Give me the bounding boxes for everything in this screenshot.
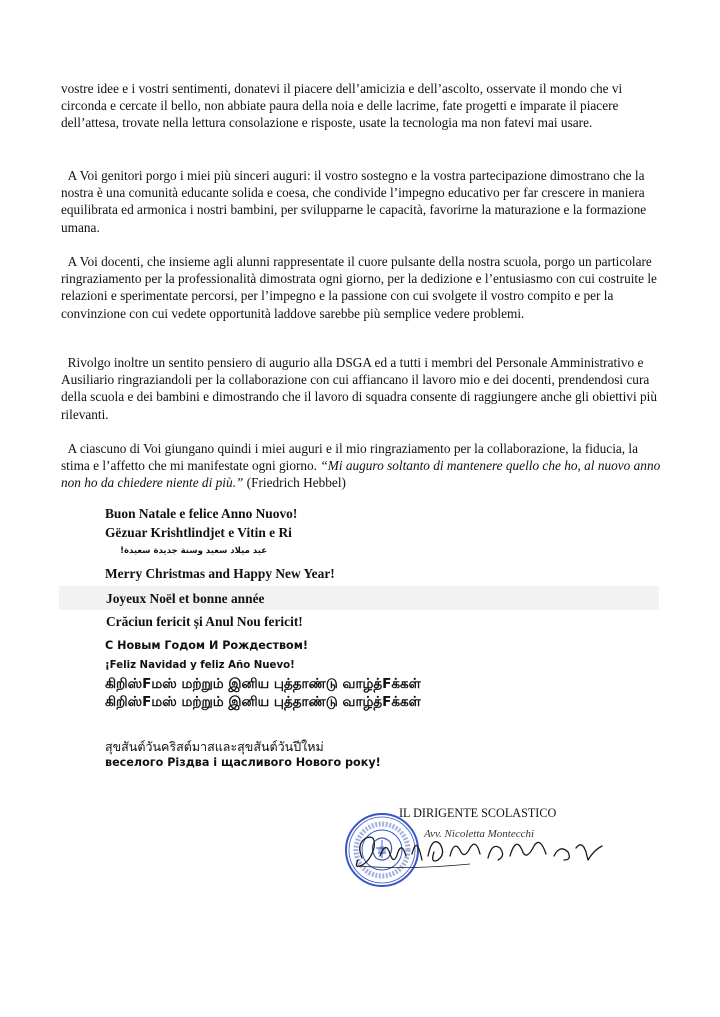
- greeting-spanish: ¡Feliz Navidad y feliz Año Nuevo!: [105, 660, 295, 671]
- greeting-italian: Buon Natale e felice Anno Nuovo!: [105, 506, 298, 521]
- greeting-ukrainian: веселого Різдва і щасливого Нового року!: [105, 756, 381, 769]
- greeting-arabic: عيد ميلاد سعيد وسنة جديدة سعيدة!: [120, 546, 267, 556]
- paragraph-advice: vostre idee e i vostri sentimenti, donatevi il piacere dell’amicizia e dell’ascolto, osservate il mondo che vi circonda e cercate il bello, non abbiate paura della noia e delle lacrime, fate progetti e imparate il piacere dell’attesa, trovate nella lettura consolazione e risposte, usate la tecnologia ma non fatevi mai usare.: [61, 81, 623, 131]
- quote-attribution: (Friedrich Hebbel): [246, 475, 346, 491]
- greeting-english: Merry Christmas and Happy New Year!: [105, 566, 335, 581]
- greeting-thai: สุขสันต์วันคริสต์มาสและสุขสันต์วันปีใหม่: [105, 739, 324, 754]
- closing-text: A ciascuno di Voi giungano quindi i miei auguri e il mio ringraziamento per la collaborazione, la fiducia, la stima e l’affetto che mi manifestate ogni giorno.: [61, 441, 639, 474]
- greeting-romanian: Crăciun fericit și Anul Nou fericit!: [106, 614, 303, 629]
- greeting-tamil-1: கிறிஸ்Fமஸ் மற்றும் இனிய புத்தாண்டு வாழ்த்Fக்கள்: [105, 676, 421, 692]
- greeting-french: Joyeux Noël et bonne année: [106, 591, 265, 606]
- signatory-title: IL DIRIGENTE SCOLASTICO: [399, 806, 557, 820]
- signatory-name: Avv. Nicoletta Montecchi: [424, 828, 535, 840]
- paragraph-teachers: A Voi docenti, che insieme agli alunni rappresentate il cuore pulsante della nostra scuola, porgo un particolare ringraziamento per la professionalità dimostrata ogni giorno, per la dedizione e l’entusiasmo con cui costruite le relazioni e sperimentate percorsi, per l’impegno e la passione con cui svolgete il vostro compito e per la convinzione con cui vedete opportunità laddove sarebbe più semplice vedere problemi.: [61, 254, 657, 321]
- paragraph-staff: Rivolgo inoltre un sentito pensiero di augurio alla DSGA ed a tutti i membri del Personale Amministrativo e Ausiliario ringraziandoli per la collaborazione con cui affiancano il lavoro mio e dei docenti, prendendosi cura della scuola e dei bambini e dimostrando che il lavoro di squadra consente di raggiungere anche gli obiettivi più rilevanti.: [61, 355, 657, 422]
- greeting-tamil-2: கிறிஸ்Fமஸ் மற்றும் இனிய புத்தாண்டு வாழ்த்Fக்கள்: [105, 694, 421, 710]
- greeting-russian: С Новым Годом И Рождеством!: [105, 639, 308, 652]
- hebbel-quote: “Mi auguro soltanto di mantenere quello che ho, al nuovo anno non ho da chiedere niente di più.”: [61, 458, 661, 491]
- paragraph-parents: A Voi genitori porgo i miei più sinceri auguri: il vostro sostegno e la vostra partecipazione dimostrano che la nostra è una comunità educante solida e coesa, che condivide l’impegno educativo per far crescere in maniera equilibrata ed armonica i nostri bambini, per svilupparne le capacità, favorirne la maturazione e la formazione umana.: [61, 168, 647, 235]
- greeting-albanian: Gëzuar Krishtlindjet e Vitin e Ri: [105, 525, 292, 540]
- handwritten-signature-icon: [350, 826, 610, 874]
- paragraph-closing: [61, 440, 661, 492]
